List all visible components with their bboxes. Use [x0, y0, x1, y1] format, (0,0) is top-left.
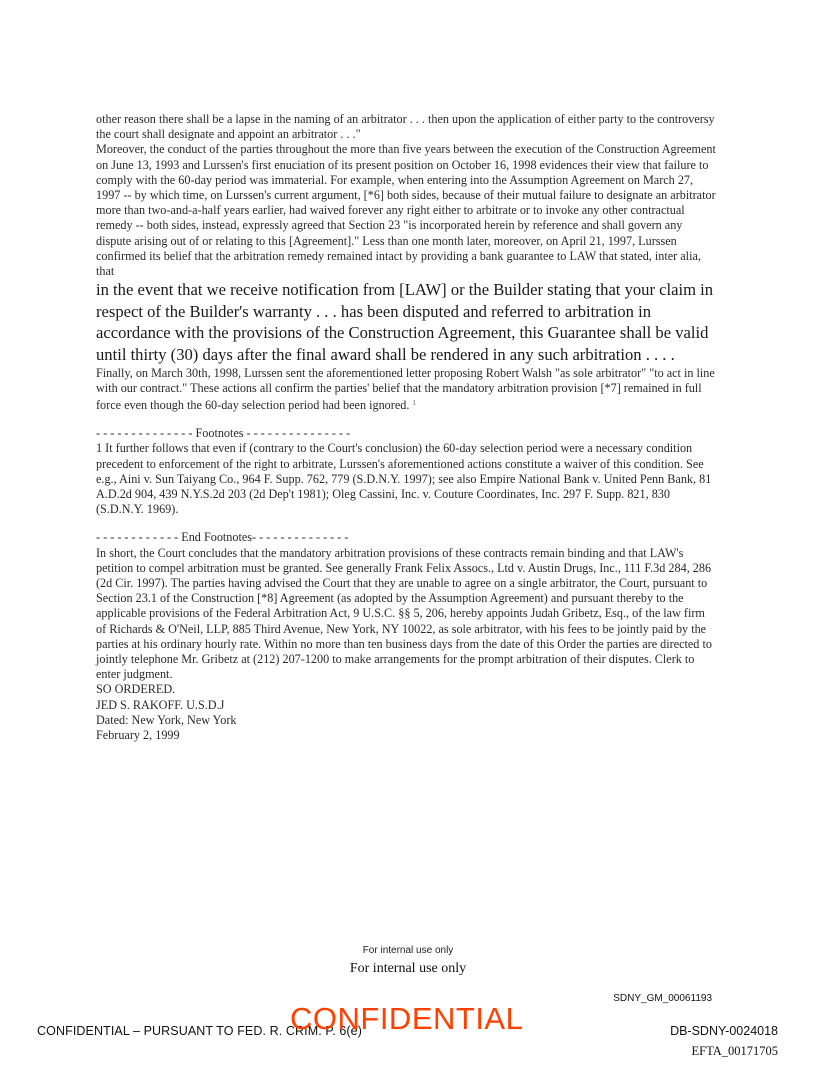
sdny-gm-bates-number: SDNY_GM_00061193	[613, 993, 712, 1004]
so-ordered: SO ORDERED.	[96, 682, 176, 697]
finally-paragraph-text: Finally, on March 30th, 1998, Lurssen sent the aforementioned letter proposing Robert Walsh "as sole arbitrator" "to act in line with our contract." These actions all confirm the parties' belief that the mandatory arbitration provision [*7] remained in full force even though the 60-day selection period had been ignored.	[96, 365, 715, 413]
db-sdny-bates-number: DB-SDNY-0024018	[670, 1024, 778, 1038]
dated-line: Dated: New York, New York	[96, 712, 237, 727]
conclusion-paragraph: In short, the Court concludes that the mandatory arbitration provisions of these contracts remain binding and that LAW's petition to compel arbitration must be granted. See generally Frank Felix Assocs., Ltd v. Austin Drugs, Inc., 111 F.3d 284, 286 (2d Cir. 1997). The parties having advised the Court that they are unable to agree on a single arbitrator, the Court, pursuant to Section 23.1 of the Construction [*8] Agreement (as adopted by the Assumption Agreement) and pursuant thereby to the applicable provisions of the Federal Arbitration Act, 9 U.S.C. §§ 5, 206, hereby appoints Judah Gribetz, Esq., of the law firm of Richards & O'Neil, LLP, 885 Third Avenue, New York, NY 10022, as sole arbitrator, with his fees to be jointly paid by the parties at his ordinary hourly rate. Within no more than ten business days from the date of this Order the parties are directed to jointly telephone Mr. Gribetz at (212) 207-1200 to make arrangements for the prompt arbitration of their disputes. Clerk to enter judgment.	[96, 545, 712, 682]
court-opinion-text	[96, 112, 718, 743]
internal-use-label-small: For internal use only	[362, 945, 454, 956]
moreover-paragraph: Moreover, the conduct of the parties throughout the more than five years between the execution of the Construction Agreement on June 13, 1993 and Lurssen's first enuciation of its present position on October 16, 1998 evidences their view that failure to comply with the 60-day period was immaterial. For example, when entering into the Assumption Agreement on March 27, 1997 -- by which time, on Lurssen's current argument, [*6] both sides, because of their mutual failure to designate an arbitrator more than two-and-a-half years earlier, had waived forever any right either to arbitrate or to invoke any other contractual remedy -- both sides, instead, expressly agreed that Section 23 "is incorporated herein by reference and shall govern any dispute arising out of or relating to this [Agreement]." Less than one month later, moreover, on April 21, 1997, Lurssen confirmed its belief that the arbitration remedy remained intact by providing a bank guarantee to LAW that stated, inter alia, that	[96, 142, 716, 279]
footnotes-header: - - - - - - - - - - - - - - Footnotes - - - - - - - - - - - - - - -	[96, 426, 351, 441]
end-footnotes: - - - - - - - - - - - - End Footnotes- - - - - - - - - - - - - -	[96, 530, 349, 545]
efta-bates-number: EFTA_00171705	[691, 1044, 778, 1058]
internal-use-label-large: For internal use only	[349, 961, 467, 976]
judge-name: JED S. RAKOFF. U.S.D.J	[96, 697, 225, 712]
finally-paragraph	[96, 366, 718, 414]
confidential-stamp: CONFIDENTIAL	[290, 1001, 524, 1036]
opening-paragraph: other reason there shall be a lapse in the naming of an arbitrator . . . then upon the application of either party to the controversy the court shall designate and appoint an arbitrator . . ."	[96, 112, 715, 142]
confidential-notice: CONFIDENTIAL – PURSUANT TO FED. R. CRIM. P. 6(e)	[37, 1024, 362, 1038]
footnote-text: 1 It further follows that even if (contrary to the Court's conclusion) the 60-day selection period were a necessary condition precedent to enforcement of the right to arbitrate, Lurssen's aforementioned actions constitute a waiver of this condition. See e.g., Aini v. Sun Taiyang Co., 964 F. Supp. 762, 779 (S.D.N.Y. 1997); see also Empire National Bank v. United Penn Bank, 81 A.D.2d 904, 439 N.Y.S.2d 203 (2d Dep't 1981); Oleg Cassini, Inc. v. Couture Coordinates, Inc. 297 F. Supp. 821, 830 (S.D.N.Y. 1969).	[96, 441, 712, 517]
footnote-marker: 1	[412, 399, 416, 408]
guarantee-quote: in the event that we receive notification from [LAW] or the Builder stating that your claim in respect of the Builder's warranty . . . has been disputed and referred to arbitration in accordance with the provisions of the Construction Agreement, this Guarantee shall be valid until thirty (30) days after the final award shall be rendered in any such arbitration . . . .	[96, 280, 714, 365]
order-date: February 2, 1999	[96, 728, 180, 743]
signature-block	[96, 682, 718, 743]
